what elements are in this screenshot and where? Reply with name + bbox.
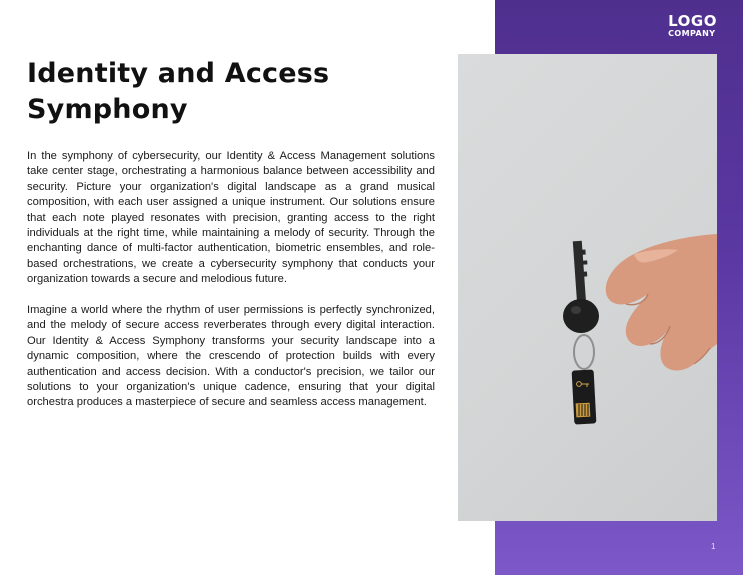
logo-main-text: LOGO: [668, 12, 717, 30]
logo-sub-text: COMPANY: [668, 29, 716, 38]
hand-holding-key-image: [458, 54, 717, 521]
page-title: Identity and Access Symphony: [27, 58, 330, 125]
key-head: [563, 299, 599, 333]
page-number: 1: [711, 542, 716, 551]
company-logo: [668, 14, 717, 38]
body-text: [27, 149, 435, 426]
key-photo: [458, 54, 717, 521]
paragraph-2: Imagine a world where the rhythm of user permissions is perfectly synchronized, and the melody of secure access reverberates through every digital interaction. Our Identity & Access Symphony transforms your security landscape into a dynamic composition, where the crescendo of protection builds with every authentication and access decision. With a conductor's precision, we tailor our solutions to your organization's unique cadence, ensuring that your digital orchestra produces a masterpiece of secure and seamless access management.: [27, 304, 435, 409]
key-ring: [574, 335, 594, 369]
paragraph-1: In the symphony of cybersecurity, our Identity & Access Management solutions take center stage, orchestrating a harmonious balance between accessibility and security. Picture your organization's digital landscape as a grand musical composition, with each user assigned a unique instrument. Our solutions ensure that each note played resonates with precision, granting access to the right individuals at the right time, while maintaining a melody of security. Through the enchanting dance of multi-factor authentication, biometric ensembles, and role-based orchestrations, we create a cybersecurity symphony that conducts your organization towards a secure and melodious future.: [27, 150, 435, 286]
